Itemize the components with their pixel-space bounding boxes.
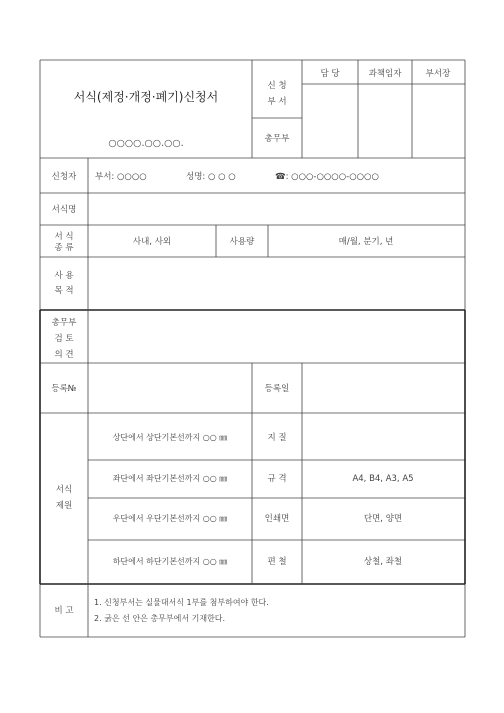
binding-value: 상철, 좌철	[363, 557, 403, 567]
margin-top-spec: 상단에서 상단기본선까지 ○○ ㎜	[112, 433, 228, 442]
general-affairs-label: 총무부	[264, 134, 290, 144]
form-name-label: 서식명	[51, 205, 77, 215]
binding-label: 편 철	[267, 557, 287, 567]
purpose-label-line1: 사 용	[54, 271, 74, 281]
form-title: 서식(제정·개정·폐기)신청서	[73, 90, 219, 104]
registration-date-label: 등록일	[264, 384, 290, 394]
margin-right-spec: 우단에서 우단기본선까지 ○○ ㎜	[112, 514, 228, 523]
usage-label: 사용량	[229, 237, 255, 247]
print-side-value: 단면, 양면	[363, 514, 403, 524]
approver-head-label: 부서장	[425, 69, 451, 79]
approver-staff-label: 담 당	[320, 69, 340, 79]
review-label-line1: 총무부	[51, 318, 77, 328]
remarks-label: 비 고	[54, 606, 74, 616]
review-label-line3: 의 견	[54, 350, 74, 360]
purpose-label-line2: 목 적	[54, 286, 74, 296]
form-type-label-line1: 서 식	[54, 232, 74, 242]
margin-bottom-spec: 하단에서 하단기본선까지 ○○ ㎜	[112, 557, 228, 566]
applicant-name: 성명: ○ ○ ○	[186, 172, 236, 182]
paper-size-value: A4, B4, A3, A5	[352, 474, 414, 484]
approver-manager-label: 과책임자	[368, 69, 402, 79]
margin-left-spec: 좌단에서 좌단기본선까지 ○○ ㎜	[112, 474, 228, 483]
specs-label-line2: 제원	[55, 501, 73, 511]
review-label-line2: 검 토	[54, 334, 74, 344]
applicant-dept-label-line1: 신 청	[267, 81, 287, 91]
remarks-line-2: 2. 굵은 선 안은 총무부에서 기재한다.	[94, 614, 226, 623]
remarks-line-1: 1. 신청부서는 실물대서식 1부를 첨부하여야 한다.	[94, 598, 269, 607]
paper-size-label: 규 격	[267, 474, 287, 484]
registration-number-label: 등록№	[51, 384, 77, 394]
applicant-dept: 부서: ○○○○	[95, 172, 147, 182]
paper-quality-label: 지 질	[267, 433, 287, 443]
print-side-label: 인쇄면	[264, 514, 290, 524]
applicant-dept-label-line2: 부 서	[267, 97, 287, 107]
specs-label-line1: 서식	[55, 485, 73, 495]
applicant-label: 신청자	[51, 172, 77, 182]
form-date: ○○○○.○○.○○.	[108, 138, 184, 149]
applicant-phone: ☎: ○○○-○○○○-○○○○	[275, 172, 379, 182]
form-type-label-line2: 종 류	[54, 243, 74, 253]
form-scope: 사내, 사외	[132, 237, 172, 247]
usage-value: 매/월, 분기, 년	[338, 237, 394, 247]
